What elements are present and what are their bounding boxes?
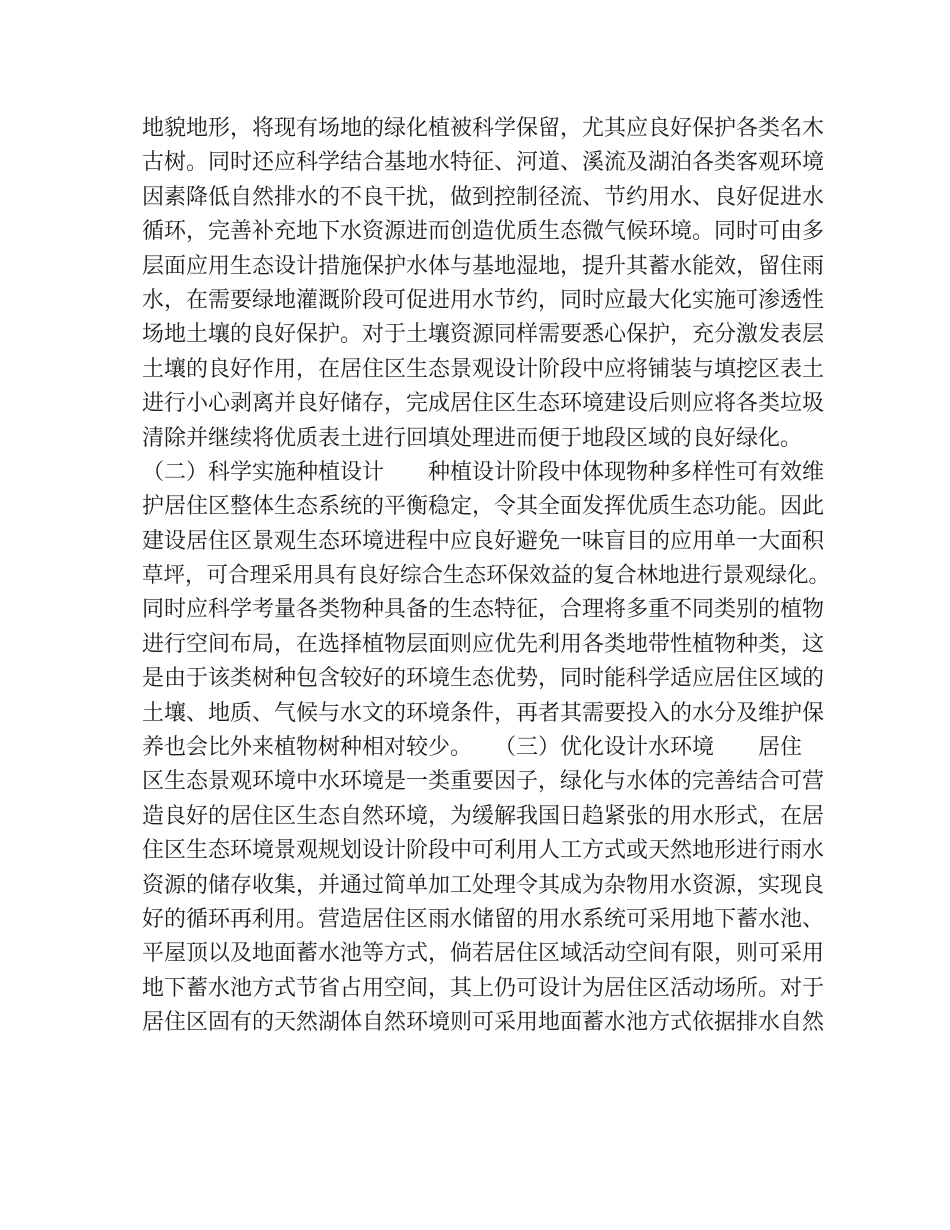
text-line: 平屋顶以及地面蓄水池等方式，倘若居住区域活动空间有限，则可采用 (142, 941, 825, 967)
text-line: 建设居住区景观生态环境进程中应良好避免一味盲目的应用单一大面积 (142, 528, 825, 554)
section-heading-line: （二）科学实施种植设计 种植设计阶段中体现物种多样性可有效维 (142, 459, 825, 485)
text-line: 水，在需要绿地灌溉阶段可促进用水节约，同时应最大化实施可渗透性 (142, 287, 825, 313)
text-line: 好的循环再利用。营造居住区雨水储留的用水系统可采用地下蓄水池、 (142, 906, 825, 932)
text-line: 场地土壤的良好保护。对于土壤资源同样需要悉心保护，充分激发表层 (142, 322, 825, 348)
body-text (142, 112, 832, 1041)
text-line: 土壤、地质、气候与水文的环境条件，再者其需要投入的水分及维护保 (142, 700, 825, 726)
text-line: 地下蓄水池方式节省占用空间，其上仍可设计为居住区活动场所。对于 (142, 975, 825, 1001)
text-line: 资源的储存收集，并通过简单加工处理令其成为杂物用水资源，实现良 (142, 872, 825, 898)
section-heading-line: 养也会比外来植物树种相对较少。 （三）优化设计水环境 居住 (142, 735, 803, 761)
text-line: 居住区固有的天然湖体自然环境则可采用地面蓄水池方式依据排水自然 (142, 1010, 825, 1036)
text-line: 层面应用生态设计措施保护水体与基地湿地，提升其蓄水能效，留住雨 (142, 253, 825, 279)
text-line: 地貌地形，将现有场地的绿化植被科学保留，尤其应良好保护各类名木 (142, 116, 825, 141)
text-line: 造良好的居住区生态自然环境，为缓解我国日趋紧张的用水形式，在居 (142, 803, 825, 829)
text-line: 土壤的良好作用，在居住区生态景观设计阶段中应将铺装与填挖区表土 (142, 356, 825, 382)
text-line: 古树。同时还应科学结合基地水特征、河道、溪流及湖泊各类客观环境 (142, 150, 825, 176)
text-line: 草坪，可合理采用具有良好综合生态环保效益的复合林地进行景观绿化。 (142, 563, 831, 589)
text-line: 住区生态环境景观规划设计阶段中可利用人工方式或天然地形进行雨水 (142, 838, 825, 864)
text-line: 是由于该类树种包含较好的环境生态优势，同时能科学适应居住区域的 (142, 666, 825, 692)
text-line: 区生态景观环境中水环境是一类重要因子，绿化与水体的完善结合可营 (142, 769, 825, 795)
text-line: 循环，完善补充地下水资源进而创造优质生态微气候环境。同时可由多 (142, 219, 825, 245)
text-line: 清除并继续将优质表土进行回填处理进而便于地段区域的良好绿化。 (142, 425, 803, 451)
text-line: 同时应科学考量各类物种具备的生态特征，合理将多重不同类别的植物 (142, 597, 825, 623)
text-line: 进行小心剥离并良好储存，完成居住区生态环境建设后则应将各类垃圾 (142, 391, 825, 417)
text-line: 进行空间布局，在选择植物层面则应优先利用各类地带性植物种类，这 (142, 631, 825, 657)
text-line: 护居住区整体生态系统的平衡稳定，令其全面发挥优质生态功能。因此 (142, 494, 825, 520)
text-line: 因素降低自然排水的不良干扰，做到控制径流、节约用水、良好促进水 (142, 184, 825, 210)
